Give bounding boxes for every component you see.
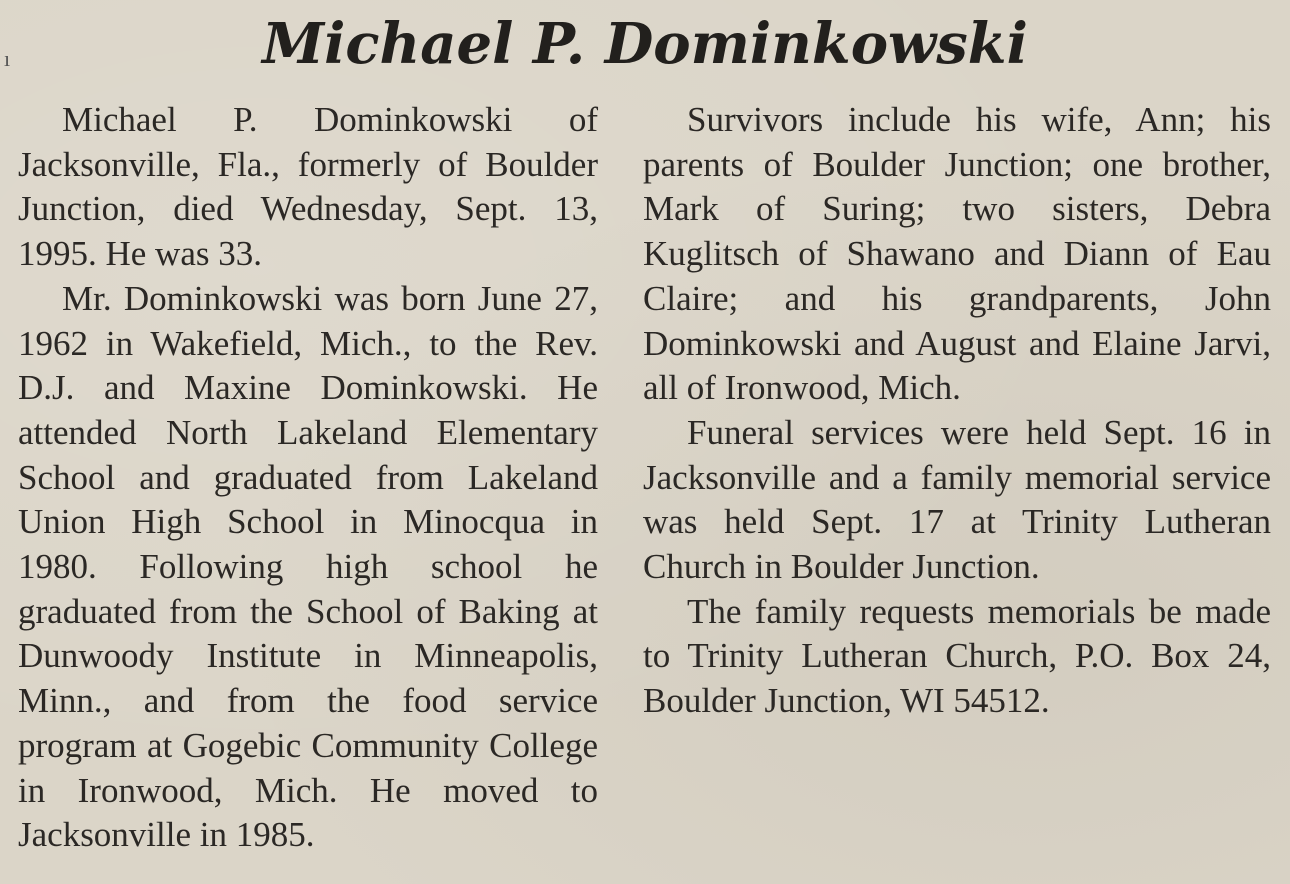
paragraph-survivors: Survivors include his wife, Ann; his parents of Boulder Junction; one brother, Mark of Suring; two sisters, Debra Kuglitsch of Shawano and Diann of Eau Claire; and his grandparents, John Dominkowski and August and Elaine Jarvi, all of Ironwood, Mich.: [643, 100, 1271, 408]
left-column: [18, 98, 598, 858]
right-column: [643, 98, 1271, 724]
print-mark: ı: [4, 46, 11, 71]
paragraph-death-notice: Michael P. Dominkowski of Jacksonville, Fla., formerly of Boulder Junction, died Wednesday, Sept. 13, 1995. He was 33.: [18, 100, 598, 274]
paragraph-funeral-services: Funeral services were held Sept. 16 in Jacksonville and a family memorial service was held Sept. 17 at Trinity Lutheran Church in Boulder Junction.: [643, 412, 1271, 587]
obituary-headline: Michael P. Dominkowski: [262, 11, 1028, 77]
paragraph-biography: Mr. Dominkowski was born June 27, 1962 in Wakefield, Mich., to the Rev. D.J. and Maxine Dominkowski. He attended North Lakeland Elementary School and graduated from Lakeland Union High School in Minocqua in 1980. Following high school he graduated from the School of Baking at Dunwoody Institute in Minneapolis, Minn., and from the food service program at Gogebic Community College in Ironwood, Mich. He moved to Jacksonville in 1985.: [18, 278, 598, 855]
paragraph-memorials: The family requests memorials be made to Trinity Lutheran Church, P.O. Box 24, Boulder Junction, WI 54512.: [643, 591, 1271, 721]
